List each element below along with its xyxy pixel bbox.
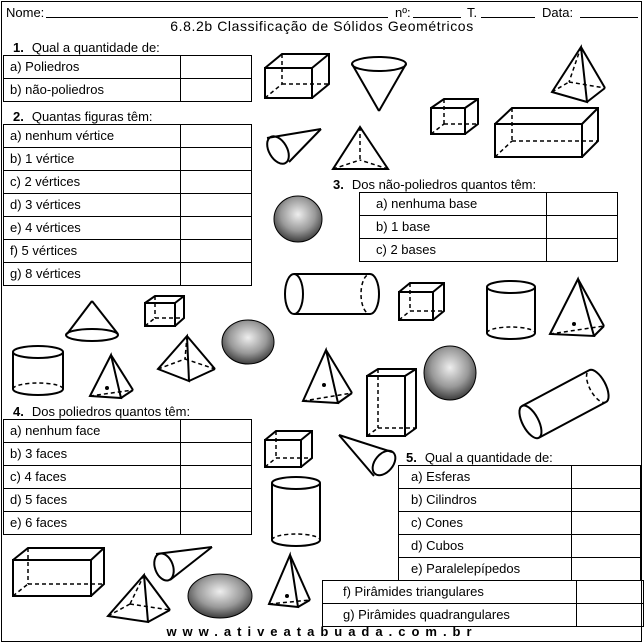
cube-icon (262, 428, 316, 470)
q4-heading (13, 404, 190, 419)
q5-table (398, 465, 641, 581)
q4-answer-cell[interactable] (181, 420, 252, 443)
square-pyramid-icon (104, 572, 174, 624)
q3-answer-cell[interactable] (547, 239, 618, 262)
table-row (399, 512, 641, 535)
q2-answer-cell[interactable] (181, 148, 252, 171)
q5-answer-cell[interactable] (572, 489, 641, 512)
q5-row-label: b) Cilindros (399, 489, 572, 512)
q2-text: Quantas figuras têm: (31, 109, 153, 124)
sphere-icon (186, 572, 254, 620)
q2-heading (13, 109, 153, 124)
q4-row-label: a) nenhum face (4, 420, 181, 443)
q3-heading (333, 177, 536, 192)
q4-row-label: d) 5 faces (4, 489, 181, 512)
class-field[interactable] (481, 17, 535, 18)
q2-row-label: e) 4 vértices (4, 217, 181, 240)
cone-icon (336, 432, 396, 480)
q3-table (359, 192, 618, 262)
table-row (4, 56, 252, 79)
table-row (399, 535, 641, 558)
q5-text: Qual a quantidade de: (424, 450, 553, 465)
cylinder-icon (508, 364, 620, 444)
parallelepiped-icon (10, 544, 108, 600)
cube-icon (428, 96, 482, 136)
table-row (399, 489, 641, 512)
q5-answer-cell[interactable] (572, 535, 641, 558)
table-row (4, 125, 252, 148)
q2-row-label: c) 2 vértices (4, 171, 181, 194)
table-row (4, 512, 252, 535)
cone-icon (64, 298, 122, 344)
q5-row-label: d) Cubos (399, 535, 572, 558)
q4-answer-cell[interactable] (181, 466, 252, 489)
q1-number: 1. (13, 40, 24, 55)
table-row (360, 193, 618, 216)
triangular-pyramid-icon (300, 347, 356, 407)
footer-url: www.ativeatabuada.com.br (166, 624, 478, 639)
square-pyramid-icon (155, 333, 219, 385)
q5-row-label: c) Cones (399, 512, 572, 535)
table-row (323, 581, 644, 604)
q5-answer-cell[interactable] (572, 512, 641, 535)
q3-row-label: c) 2 bases (360, 239, 547, 262)
q4-answer-cell[interactable] (181, 489, 252, 512)
q5-row-label: g) Pirâmides quadrangulares (323, 604, 577, 627)
sphere-icon (272, 194, 324, 244)
parallelepiped-icon (492, 104, 604, 160)
square-pyramid-icon (547, 44, 609, 106)
q1-answer-cell[interactable] (181, 79, 252, 102)
table-row (360, 216, 618, 239)
q1-text: Qual a quantidade de: (31, 40, 160, 55)
q2-number: 2. (13, 109, 24, 124)
q3-text: Dos não-poliedros quantos têm: (351, 177, 537, 192)
q5-row-label: a) Esferas (399, 466, 572, 489)
triangular-pyramid-icon (546, 276, 608, 340)
q5-answer-cell[interactable] (572, 558, 641, 581)
class-label: T. (467, 5, 478, 20)
table-row (4, 171, 252, 194)
q5-answer-cell[interactable] (572, 466, 641, 489)
q2-row-label: d) 3 vértices (4, 194, 181, 217)
q2-answer-cell[interactable] (181, 217, 252, 240)
date-field[interactable] (580, 17, 638, 18)
q4-table (3, 419, 252, 535)
cube-icon (262, 50, 334, 102)
table-row (4, 263, 252, 286)
q4-row-label: c) 4 faces (4, 466, 181, 489)
name-label: Nome: (6, 5, 45, 20)
q2-table (3, 124, 252, 286)
table-row (4, 194, 252, 217)
q2-row-label: a) nenhum vértice (4, 125, 181, 148)
triangular-pyramid-icon (266, 552, 314, 610)
table-row (4, 466, 252, 489)
table-row (4, 79, 252, 102)
cube-icon (142, 293, 188, 329)
q3-number: 3. (333, 177, 344, 192)
q1-answer-cell[interactable] (181, 56, 252, 79)
cylinder-icon (282, 270, 384, 318)
sphere-icon (422, 344, 478, 402)
table-row (4, 489, 252, 512)
q3-answer-cell[interactable] (547, 216, 618, 239)
parallelepiped-icon (364, 366, 420, 440)
q5-number: 5. (406, 450, 417, 465)
q5-heading (406, 450, 553, 465)
table-row (4, 148, 252, 171)
q4-number: 4. (13, 404, 24, 419)
q2-answer-cell[interactable] (181, 171, 252, 194)
cone-icon (350, 55, 410, 115)
q2-row-label: f) 5 vértices (4, 240, 181, 263)
q5-answer-cell[interactable] (577, 581, 644, 604)
q2-answer-cell[interactable] (181, 240, 252, 263)
table-row (4, 240, 252, 263)
table-row (399, 558, 641, 581)
q2-answer-cell[interactable] (181, 263, 252, 286)
q5-row-label: e) Paralelepípedos (399, 558, 572, 581)
q1-row-label: b) não-poliedros (4, 79, 181, 102)
q2-row-label: b) 1 vértice (4, 148, 181, 171)
cone-icon (263, 125, 325, 167)
q4-text: Dos poliedros quantos têm: (31, 404, 191, 419)
triangular-pyramid-icon (87, 352, 137, 402)
q2-answer-cell[interactable] (181, 125, 252, 148)
cylinder-icon (10, 343, 68, 399)
table-row (399, 466, 641, 489)
table-row (4, 217, 252, 240)
q1-table (3, 55, 252, 102)
table-row (4, 443, 252, 466)
cylinder-icon (484, 279, 540, 343)
q3-row-label: a) nenhuma base (360, 193, 547, 216)
cube-icon (396, 280, 448, 324)
cylinder-icon (270, 474, 324, 550)
q1-row-label: a) Poliedros (4, 56, 181, 79)
q2-row-label: g) 8 vértices (4, 263, 181, 286)
q4-answer-cell[interactable] (181, 443, 252, 466)
sphere-icon (220, 318, 278, 366)
date-label: Data: (542, 5, 574, 20)
q4-row-label: b) 3 faces (4, 443, 181, 466)
q3-answer-cell[interactable] (547, 193, 618, 216)
q4-answer-cell[interactable] (181, 512, 252, 535)
q3-row-label: b) 1 base (360, 216, 547, 239)
triangular-pyramid-icon (330, 124, 392, 174)
q5-row-label: f) Pirâmides triangulares (323, 581, 577, 604)
number-label: nº: (395, 5, 411, 20)
page-title: 6.8.2b Classificação de Sólidos Geométricos (170, 18, 474, 34)
table-row (360, 239, 618, 262)
q1-heading (13, 40, 160, 55)
q4-row-label: e) 6 faces (4, 512, 181, 535)
table-row (4, 420, 252, 443)
q5-wide-table (322, 580, 644, 627)
q2-answer-cell[interactable] (181, 194, 252, 217)
